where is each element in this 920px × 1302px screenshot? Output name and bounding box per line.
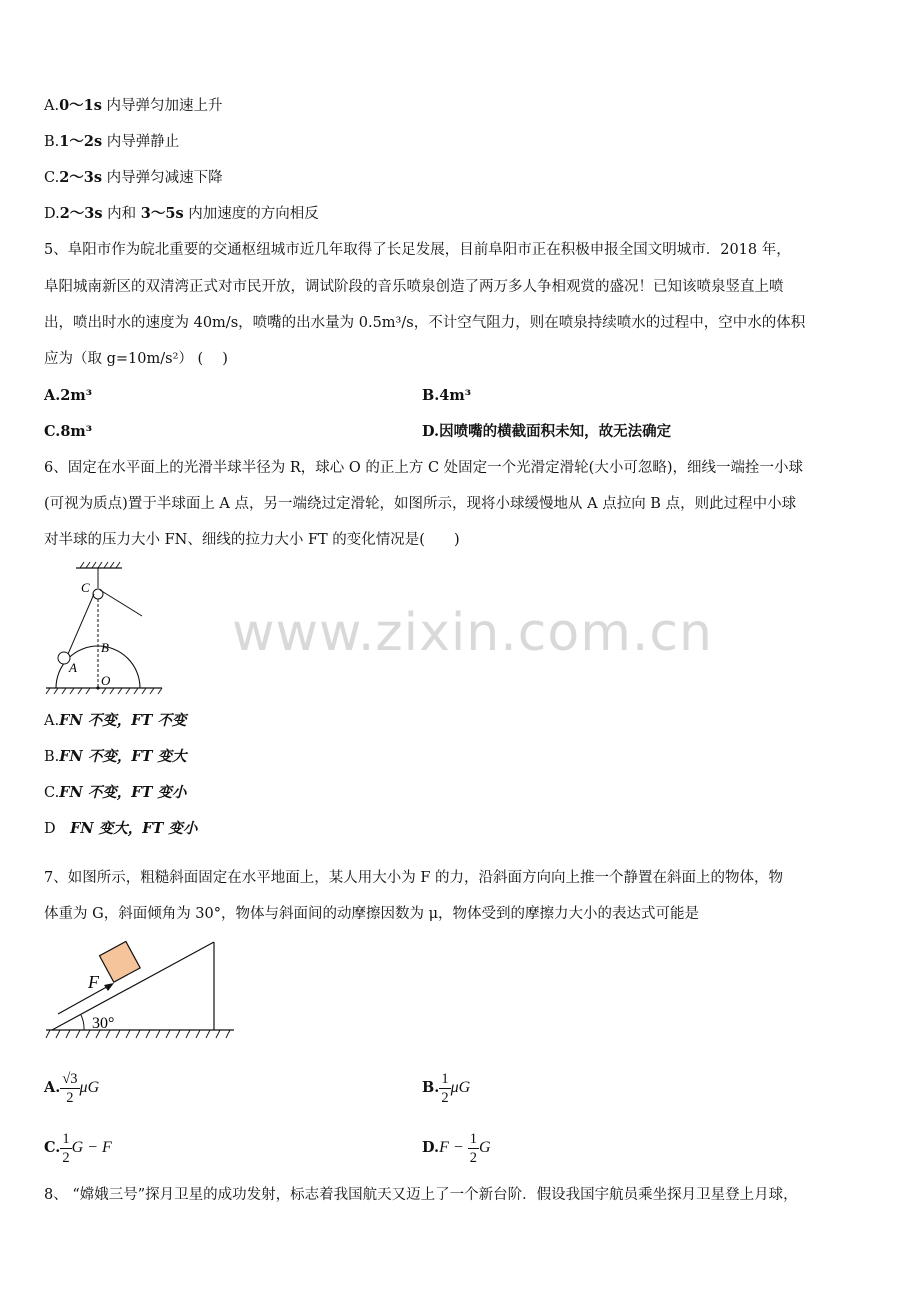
label-a: A <box>69 660 77 675</box>
q7-option-d: D.F − $\frac{1}{2}$ G <box>422 1130 491 1166</box>
block <box>100 941 141 982</box>
hemisphere-pulley-figure <box>44 560 174 700</box>
q7-text-line-1: 7、如图所示，粗糙斜面固定在水平地面上，某人用大小为 F 的力，沿斜面方向向上推一个静置在斜面上的物体，物 <box>44 870 783 886</box>
label-o: O <box>101 673 111 688</box>
q6-option-b: B.FN 不变，FT 变大 <box>44 748 187 765</box>
q5-text-line-3: 出，喷出时水的速度为 40m/s，喷嘴的出水量为 0.5m³/s，不计空气阻力，则在喷泉持续喷水的过程中，空中水的体积 <box>44 315 806 331</box>
incline-figure <box>44 940 238 1048</box>
q6-text-line-1: 6、固定在水平面上的光滑半球半径为 R，球心 O 的正上方 C 处固定一个光滑定滑轮(大小可忽略)，细线一端拴一小球 <box>44 460 803 476</box>
q6-text-line-3: 对半球的压力大小 FN、细线的拉力大小 FT 的变化情况是( ) <box>44 532 460 548</box>
label-force: F <box>88 972 99 992</box>
q5-text-line-2: 阜阳城南新区的双清湾正式对市民开放，调试阶段的音乐喷泉创造了两万多人争相观赏的盛况！已知该喷泉竖直上喷 <box>44 279 784 295</box>
q4-option-a: A.0～1s 内导弹匀加速上升 <box>44 97 223 114</box>
q7-text-line-2: 体重为 G，斜面倾角为 30°，物体与斜面间的动摩擦因数为 μ，物体受到的摩擦力大小的表达式可能是 <box>44 906 700 922</box>
q7-option-a: A. $\frac{√3}{2}$ μG <box>44 1070 100 1106</box>
q4-option-b: B.1～2s 内导弹静止 <box>44 133 180 150</box>
q5-option-c: C.8m³ <box>44 423 93 440</box>
q6-option-c: C.FN 不变，FT 变小 <box>44 784 187 801</box>
q5-text-line-4: 应为（取 g=10m/s²） ( ) <box>44 351 228 367</box>
q4-option-c: C.2～3s 内导弹匀减速下降 <box>44 169 223 186</box>
q7-option-c: C. $\frac{1}{2}$ G − F <box>44 1130 112 1166</box>
q5-text-line-1: 5、阜阳市作为皖北重要的交通枢纽城市近几年取得了长足发展，目前阜阳市正在积极申报全国文明城市．2018 年， <box>44 242 791 258</box>
q6-option-d: D FN 变大，FT 变小 <box>44 820 198 837</box>
q5-option-d: D.因喷嘴的横截面积未知，故无法确定 <box>422 423 672 440</box>
q5-option-b: B.4m³ <box>422 387 472 404</box>
q6-text-line-2: (可视为质点)置于半球面上 A 点，另一端绕过定滑轮，如图所示，现将小球缓慢地从 A 点拉向 B 点，则此过程中小球 <box>44 496 797 512</box>
label-c: C <box>81 580 90 595</box>
q5-option-a: A.2m³ <box>44 387 93 404</box>
q7-option-b: B. $\frac{1}{2}$ μG <box>422 1070 471 1106</box>
label-b: B <box>101 640 109 655</box>
label-angle: 30° <box>92 1015 115 1032</box>
q4-option-d: D.2～3s 内和 3～5s 内加速度的方向相反 <box>44 205 319 222</box>
watermark: www.zixin.com.cn <box>232 603 713 663</box>
q6-option-a: A.FN 不变，FT 不变 <box>44 712 187 729</box>
q8-text-line-1: 8、 “嫦娥三号”探月卫星的成功发射，标志着我国航天又迈上了一个新台阶．假设我国宇航员乘坐探月卫星登上月球， <box>44 1187 798 1203</box>
